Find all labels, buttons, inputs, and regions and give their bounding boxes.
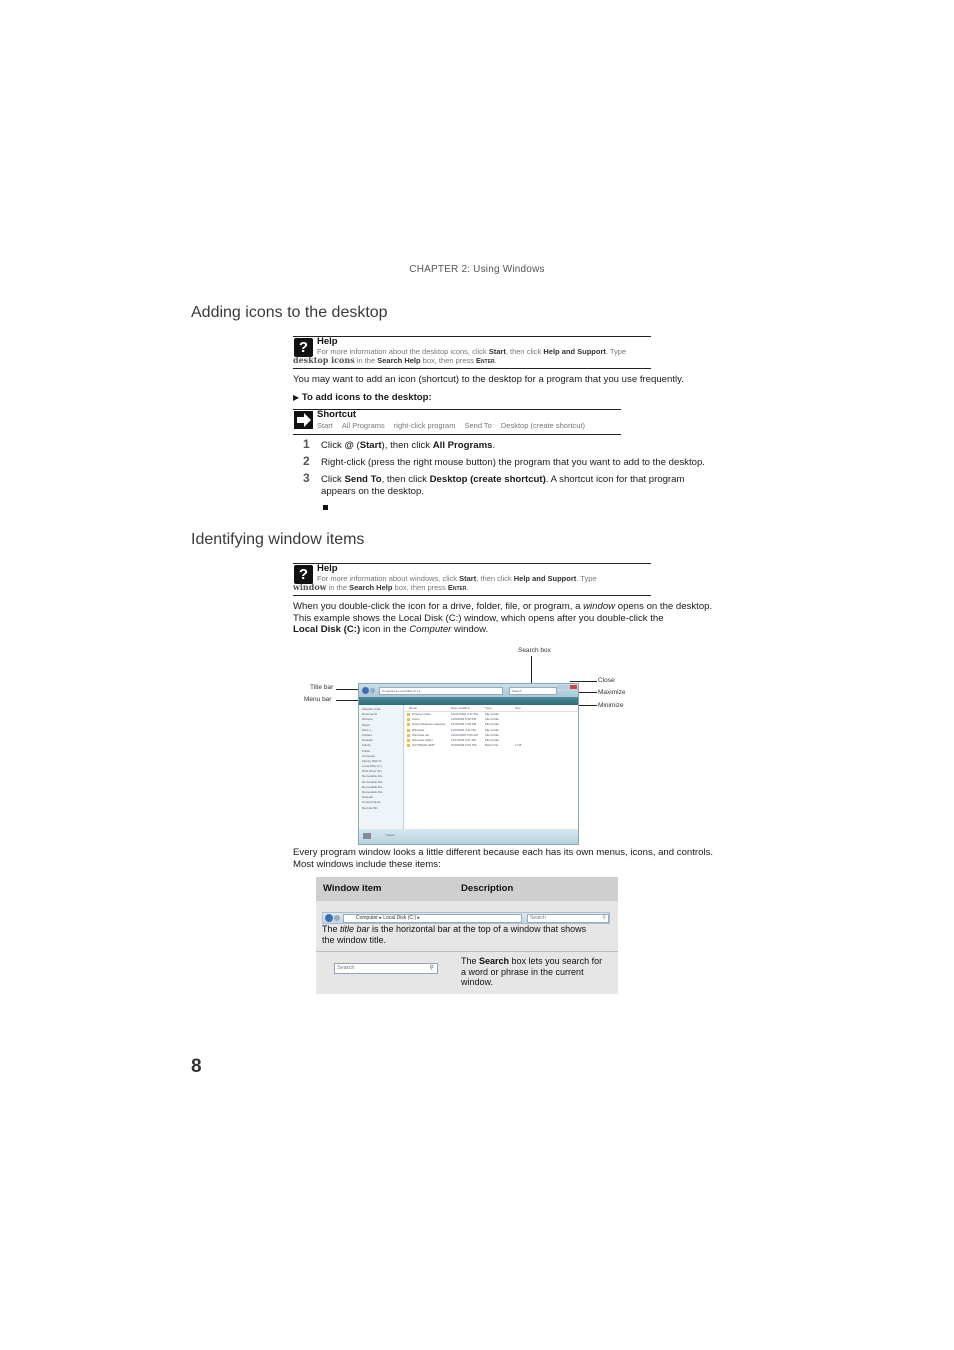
- nav-pane-item: Removable Dis: [362, 779, 383, 784]
- callout-maximize: Maximize: [598, 689, 626, 696]
- shortcut-title: Shortcut: [317, 409, 357, 420]
- nav-pane-item: DVD Drive (D:): [362, 769, 382, 774]
- nav-pane-item: Removable Dis: [362, 790, 383, 794]
- window-items-table: [316, 877, 618, 994]
- window-intro-paragraph: When you double-click the icon for a drive, folder, file, or program, a window opens on the desktop. This example shows the Local Disk (C:) window, which opens after you double-click the Local Disk (C:) icon in the Computer window.: [293, 601, 713, 636]
- back-icon: [325, 914, 333, 922]
- nav-pane-item: Pictures: [362, 717, 373, 722]
- step-2-text: Right-click (press the right mouse button) the program that you want to add to the desktop.: [321, 457, 705, 468]
- callout-search-box: Search box: [518, 647, 551, 654]
- search-box-example: Search ⚲: [334, 963, 438, 974]
- folder-icon: [407, 718, 410, 721]
- file-cell: Using Windows Gateway: [412, 722, 446, 727]
- status-item-count: 7 items: [385, 833, 395, 837]
- file-cell: 10/31/2006 3:00 AM: [451, 732, 478, 737]
- forward-icon: [370, 688, 375, 693]
- step-number: 1: [303, 437, 310, 451]
- nav-pane-item: Family: [362, 743, 371, 748]
- nav-pane-item: Control Panel: [362, 800, 381, 805]
- file-cell: Users: [412, 717, 420, 722]
- back-icon: [362, 687, 369, 694]
- help-box-bottom-rule: [293, 595, 651, 596]
- chapter-header: CHAPTER 2: Using Windows: [409, 264, 545, 275]
- address-bar: Computer ▸ Local Disk (C:) ▸: [343, 914, 522, 923]
- file-cell: Program Files: [412, 712, 431, 716]
- search-box: Search: [509, 687, 557, 695]
- shortcut-box-bottom-rule: [293, 434, 621, 435]
- callout-close: Close: [598, 677, 615, 684]
- nav-pane-item: Folders: [362, 732, 373, 737]
- triangle-bullet-icon: ▶: [293, 393, 300, 402]
- start-orb-icon: @: [344, 440, 354, 451]
- nav-pane-item: Public: [362, 748, 371, 753]
- file-cell: 11/6/2006 4:11 PM: [451, 727, 476, 732]
- column-header: Type: [485, 706, 492, 710]
- navigation-pane: [359, 705, 404, 829]
- file-cell: File Folder: [485, 722, 500, 727]
- section-title-adding-icons: Adding icons to the desktop: [191, 304, 388, 321]
- table-header-description: Description: [461, 883, 514, 894]
- help-box-top-rule: [293, 563, 651, 564]
- details-pane: [359, 829, 578, 844]
- page-number: 8: [191, 1056, 202, 1077]
- shortcut-item: Send To: [464, 421, 492, 430]
- help-text-line1: For more information about the desktop icons, click Start, then click Help and Support. Type: [317, 347, 627, 356]
- folder-icon: [407, 713, 410, 716]
- magnifier-icon: ⚲: [602, 915, 606, 921]
- nav-pane-item: Removable Dis: [362, 784, 383, 789]
- nav-pane-item: More »: [362, 727, 372, 732]
- column-header: Size: [515, 706, 521, 710]
- title-bar-example: [322, 912, 610, 924]
- table-row: [316, 952, 618, 994]
- table-header: [316, 877, 618, 901]
- nav-pane-item: Recycle Bin: [362, 805, 378, 810]
- window-menu-bar: [359, 697, 578, 705]
- column-header: Name: [409, 706, 418, 710]
- nav-pane-item: Favorite Links: [362, 707, 381, 711]
- close-icon: [570, 685, 577, 689]
- file-cell: 1 KB: [515, 743, 522, 748]
- help-title: Help: [317, 336, 338, 347]
- file-list: [405, 705, 578, 829]
- file-cell: File Folder: [485, 727, 500, 732]
- help-box-bottom-rule: [293, 368, 651, 369]
- shortcut-item: right-click program: [393, 421, 456, 430]
- shortcut-item: All Programs: [341, 421, 385, 430]
- file-cell: 9/18/2006 6:56 PM: [451, 743, 477, 748]
- shortcut-arrow-icon: [294, 411, 313, 429]
- help-question-icon: ?: [294, 565, 313, 584]
- nav-pane-item: Local Disk (C:): [362, 764, 382, 769]
- column-header: Date modified: [451, 706, 470, 710]
- table-header-window-item: Window item: [323, 883, 382, 894]
- magnifier-icon: ⚲: [429, 965, 434, 971]
- file-cell: 10/31/2006 2:47 AM: [451, 712, 478, 716]
- step-number: 3: [303, 471, 310, 485]
- callout-title-bar: Title bar: [310, 684, 334, 691]
- shortcut-item: Start: [317, 421, 333, 430]
- help-title: Help: [317, 563, 338, 574]
- step-1-text: Click @ (Start), then click All Programs.: [321, 440, 496, 451]
- drive-icon: [363, 833, 371, 839]
- nav-pane-item: Music: [362, 722, 370, 727]
- step-3-text: Click Send To, then click Desktop (create shortcut). A shortcut icon for that program appears on the desktop.: [321, 474, 685, 497]
- nav-pane-item: Documents: [362, 712, 378, 717]
- file-cell: 11/6/2006 5:42 PM: [451, 717, 477, 722]
- nav-pane-item: Floppy Disk Dr: [362, 758, 382, 763]
- title-bar-description: The title bar is the horizontal bar at the top of a window that shows the window title.: [322, 924, 587, 945]
- help-text-line1: For more information about windows, click Start, then click Help and Support. Type: [317, 574, 597, 583]
- intro-paragraph: You may want to add an icon (shortcut) to the desktop for a program that you use frequently.: [293, 374, 684, 385]
- shortcut-item: Desktop (create shortcut): [500, 421, 586, 430]
- file-cell: Windows.old(1): [412, 737, 433, 742]
- callout-line: [570, 681, 597, 682]
- table-row: [316, 901, 618, 951]
- explorer-window-screenshot: [358, 683, 579, 845]
- folder-icon: [407, 723, 410, 726]
- file-cell: Windows.old: [412, 732, 430, 737]
- step-number: 2: [303, 454, 310, 468]
- end-of-procedure-marker: [323, 505, 328, 510]
- window-items-paragraph: Every program window looks a little different because each has its own menus, icons, and controls. Most windows include these items:: [293, 847, 714, 870]
- folder-icon: [407, 734, 410, 737]
- window-title-bar: [359, 684, 578, 697]
- help-text-line2: window in the Search Help box, then press Enter.: [293, 582, 469, 592]
- file-cell: File Folder: [485, 712, 500, 716]
- callout-menu-bar: Menu bar: [304, 696, 332, 703]
- section-title-identifying-window: Identifying window items: [191, 531, 365, 548]
- file-cell: AUTOEXEC.BAT: [412, 743, 435, 748]
- folder-icon: [407, 739, 410, 742]
- nav-pane-item: Network: [362, 795, 374, 800]
- folder-icon: [407, 744, 410, 747]
- nav-pane-item: Removable Dis: [362, 774, 383, 779]
- file-cell: 11/1/2006 2:51 AM: [451, 737, 476, 742]
- procedure-heading: ▶ To add icons to the desktop:: [293, 392, 432, 403]
- file-cell: 11/3/2006 1:08 PM: [451, 722, 477, 727]
- file-row: [405, 743, 578, 748]
- nav-pane-item: Computer: [362, 753, 376, 758]
- shortcut-path: [317, 421, 637, 430]
- file-cell: Batch File: [485, 743, 499, 748]
- address-bar: Computer ▸ Local Disk (C:) ▸: [379, 687, 503, 695]
- forward-icon: [334, 915, 340, 921]
- help-text-line2: desktop icons in the Search Help box, then press Enter.: [293, 355, 497, 365]
- file-cell: Windows: [412, 727, 425, 732]
- search-box-description: The Search box lets you search for a word or phrase in the current window.: [461, 956, 603, 987]
- callout-minimize: Minimize: [598, 702, 624, 709]
- help-box-top-rule: [293, 336, 651, 337]
- help-question-icon: ?: [294, 338, 313, 357]
- file-cell: File Folder: [485, 732, 500, 737]
- folder-icon: [407, 729, 410, 732]
- file-cell: File Folder: [485, 717, 500, 722]
- search-box: Search ⚲: [527, 914, 609, 923]
- nav-pane-item: Desktop: [362, 738, 374, 743]
- file-cell: File Folder: [485, 737, 500, 742]
